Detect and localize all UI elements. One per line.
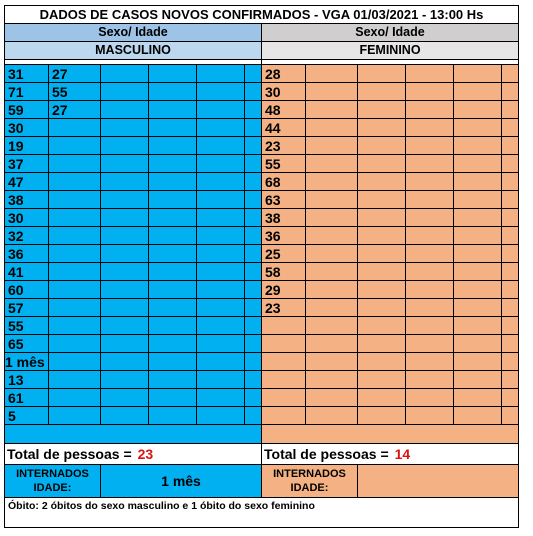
masculino-age-cell <box>197 191 245 209</box>
masculino-age-cell <box>149 407 197 425</box>
feminino-total-value: 14 <box>394 446 411 462</box>
feminino-age-cell: 25 <box>262 245 306 263</box>
masculino-age-cell: 41 <box>5 263 49 281</box>
masculino-age-cell <box>245 335 261 353</box>
masculino-sex-age-header: Sexo/ Idade <box>5 24 261 41</box>
feminino-age-cell <box>454 155 502 173</box>
masculino-age-cell <box>245 83 261 101</box>
masculino-age-cell <box>101 119 149 137</box>
masculino-age-cell <box>101 155 149 173</box>
masculino-age-cell <box>197 353 245 371</box>
feminino-age-cell <box>358 371 406 389</box>
masculino-age-cell <box>101 407 149 425</box>
feminino-internados-value <box>358 465 518 497</box>
masculino-age-cell <box>197 227 245 245</box>
feminino-age-cell <box>306 137 358 155</box>
feminino-age-cell <box>306 83 358 101</box>
masculino-age-cell <box>49 155 101 173</box>
masculino-age-cell <box>49 407 101 425</box>
masculino-age-cell <box>101 371 149 389</box>
feminino-age-cell <box>406 371 454 389</box>
masculino-age-cell <box>245 155 261 173</box>
masculino-age-cell <box>101 101 149 119</box>
masculino-age-cell <box>245 119 261 137</box>
masculino-age-cell: 30 <box>5 119 49 137</box>
feminino-age-cell <box>306 191 358 209</box>
masculino-age-cell <box>101 227 149 245</box>
masculino-age-cell <box>197 119 245 137</box>
masculino-age-cell <box>149 245 197 263</box>
feminino-age-cell <box>358 317 406 335</box>
masculino-age-cell <box>149 155 197 173</box>
masculino-age-cell <box>245 173 261 191</box>
feminino-age-cell <box>406 299 454 317</box>
feminino-age-cell <box>454 281 502 299</box>
masculino-age-cell <box>49 137 101 155</box>
feminino-age-cell <box>358 137 406 155</box>
feminino-age-cell <box>454 245 502 263</box>
feminino-age-cell <box>306 353 358 371</box>
masculino-age-cell <box>245 353 261 371</box>
feminino-age-cell <box>454 371 502 389</box>
feminino-age-cell <box>454 65 502 83</box>
masculino-age-cell <box>49 227 101 245</box>
feminino-age-cell <box>406 281 454 299</box>
feminino-age-cell <box>502 353 518 371</box>
masculino-age-cell <box>101 83 149 101</box>
masculino-total-value: 23 <box>137 446 154 462</box>
masculino-age-cell <box>149 317 197 335</box>
masculino-age-cell <box>149 83 197 101</box>
internados-row <box>5 465 518 498</box>
feminino-age-cell <box>406 407 454 425</box>
masculino-age-cell <box>245 299 261 317</box>
masculino-age-cell <box>197 389 245 407</box>
feminino-age-cell <box>262 371 306 389</box>
feminino-age-cell <box>306 389 358 407</box>
masculino-age-cell <box>197 299 245 317</box>
masculino-age-cell: 61 <box>5 389 49 407</box>
feminino-age-cell: 23 <box>262 137 306 155</box>
feminino-age-cell <box>502 263 518 281</box>
masculino-ages-grid <box>5 65 261 443</box>
feminino-age-cell: 44 <box>262 119 306 137</box>
masculino-age-cell: 71 <box>5 83 49 101</box>
masculino-age-cell <box>49 209 101 227</box>
header-row <box>5 24 518 42</box>
masculino-age-cell <box>149 335 197 353</box>
masculino-age-cell: 38 <box>5 191 49 209</box>
masculino-age-cell <box>49 317 101 335</box>
feminino-age-cell <box>502 317 518 335</box>
feminino-age-cell <box>502 173 518 191</box>
masculino-age-cell <box>149 137 197 155</box>
masculino-age-cell <box>197 65 245 83</box>
feminino-age-cell <box>454 335 502 353</box>
feminino-age-cell <box>406 173 454 191</box>
masculino-age-cell <box>149 371 197 389</box>
feminino-total-label: Total de pessoas = <box>264 446 389 462</box>
feminino-age-cell: 48 <box>262 101 306 119</box>
masculino-age-cell <box>101 173 149 191</box>
masculino-age-cell <box>149 263 197 281</box>
masculino-age-cell <box>245 389 261 407</box>
feminino-age-cell <box>406 209 454 227</box>
masculino-age-cell <box>149 281 197 299</box>
feminino-age-cell <box>306 173 358 191</box>
feminino-age-cell <box>358 101 406 119</box>
masculino-age-cell <box>245 209 261 227</box>
feminino-age-cell <box>454 191 502 209</box>
feminino-age-cell <box>454 83 502 101</box>
feminino-age-cell <box>454 389 502 407</box>
feminino-header: FEMININO <box>261 42 518 59</box>
feminino-age-cell: 30 <box>262 83 306 101</box>
feminino-age-cell <box>358 119 406 137</box>
masculino-age-cell <box>149 227 197 245</box>
feminino-age-cell <box>454 173 502 191</box>
masculino-age-cell <box>245 65 261 83</box>
masculino-age-cell <box>245 227 261 245</box>
masculino-age-cell: 27 <box>49 101 101 119</box>
masculino-age-cell <box>149 65 197 83</box>
masculino-age-cell <box>197 137 245 155</box>
feminino-age-cell: 55 <box>262 155 306 173</box>
feminino-age-cell: 28 <box>262 65 306 83</box>
feminino-age-cell <box>262 353 306 371</box>
feminino-internados <box>261 465 518 497</box>
masculino-age-cell: 65 <box>5 335 49 353</box>
feminino-ages-grid <box>261 65 518 443</box>
obito-note: Óbito: 2 óbitos do sexo masculino e 1 óbito do sexo feminino <box>8 500 315 512</box>
gender-header-row <box>5 42 518 60</box>
feminino-age-cell <box>306 209 358 227</box>
feminino-age-cell <box>358 281 406 299</box>
feminino-age-cell <box>406 137 454 155</box>
masculino-age-cell <box>101 137 149 155</box>
masculino-age-cell <box>149 173 197 191</box>
masculino-age-cell <box>149 389 197 407</box>
feminino-age-cell <box>406 245 454 263</box>
feminino-sex-age-header: Sexo/ Idade <box>261 24 518 41</box>
cases-table <box>4 5 519 528</box>
feminino-age-cell <box>262 407 306 425</box>
feminino-age-cell <box>306 155 358 173</box>
feminino-age-cell <box>454 353 502 371</box>
table-title: DADOS DE CASOS NOVOS CONFIRMADOS - VGA 01/03/2021 - 13:00 Hs <box>5 6 518 24</box>
masculino-age-cell <box>197 245 245 263</box>
masculino-age-cell <box>101 65 149 83</box>
feminino-age-cell <box>454 209 502 227</box>
feminino-age-cell <box>358 173 406 191</box>
feminino-age-cell <box>306 335 358 353</box>
feminino-age-cell <box>406 155 454 173</box>
masculino-age-cell <box>245 317 261 335</box>
feminino-age-cell <box>358 353 406 371</box>
masculino-age-cell: 55 <box>5 317 49 335</box>
masculino-age-cell <box>245 407 261 425</box>
feminino-age-cell <box>406 119 454 137</box>
masculino-age-cell: 55 <box>49 83 101 101</box>
masculino-age-cell <box>197 209 245 227</box>
feminino-age-cell <box>358 263 406 281</box>
totals-row <box>5 444 518 465</box>
masculino-age-cell <box>245 137 261 155</box>
masculino-age-cell <box>49 119 101 137</box>
masculino-age-cell <box>49 389 101 407</box>
masculino-header: MASCULINO <box>5 42 261 59</box>
masculino-age-cell <box>149 353 197 371</box>
masculino-age-cell: 13 <box>5 371 49 389</box>
masculino-age-cell <box>245 101 261 119</box>
masculino-age-cell <box>101 299 149 317</box>
feminino-age-cell <box>454 101 502 119</box>
masculino-age-cell <box>101 353 149 371</box>
feminino-age-cell <box>306 299 358 317</box>
masculino-age-cell <box>49 245 101 263</box>
feminino-age-cell <box>358 209 406 227</box>
masculino-age-cell <box>49 371 101 389</box>
feminino-age-cell <box>454 119 502 137</box>
masculino-age-cell: 32 <box>5 227 49 245</box>
masculino-internados-label: INTERNADOS IDADE: <box>5 465 101 497</box>
feminino-age-cell <box>306 371 358 389</box>
feminino-age-cell <box>502 83 518 101</box>
masculino-age-cell <box>101 245 149 263</box>
feminino-age-cell <box>502 389 518 407</box>
masculino-age-cell <box>49 281 101 299</box>
masculino-age-cell: 30 <box>5 209 49 227</box>
feminino-age-cell <box>502 101 518 119</box>
feminino-age-cell <box>358 389 406 407</box>
feminino-age-cell <box>454 299 502 317</box>
feminino-age-cell: 38 <box>262 209 306 227</box>
feminino-age-cell <box>454 407 502 425</box>
feminino-age-cell <box>358 335 406 353</box>
feminino-internados-label: INTERNADOS IDADE: <box>262 465 358 497</box>
masculino-internados <box>5 465 261 497</box>
feminino-age-cell <box>358 83 406 101</box>
feminino-age-cell <box>306 407 358 425</box>
masculino-age-cell <box>197 335 245 353</box>
masculino-age-cell <box>49 299 101 317</box>
feminino-age-cell <box>502 299 518 317</box>
masculino-age-cell <box>197 281 245 299</box>
feminino-age-cell <box>406 65 454 83</box>
masculino-age-cell <box>197 173 245 191</box>
masculino-age-cell <box>49 173 101 191</box>
feminino-age-cell <box>262 389 306 407</box>
masculino-age-cell <box>49 353 101 371</box>
feminino-age-cell <box>406 263 454 281</box>
feminino-age-cell <box>406 227 454 245</box>
masculino-age-cell <box>197 317 245 335</box>
masculino-age-cell: 36 <box>5 245 49 263</box>
masculino-age-cell: 59 <box>5 101 49 119</box>
feminino-age-cell <box>262 317 306 335</box>
masculino-age-cell: 60 <box>5 281 49 299</box>
feminino-age-cell <box>502 119 518 137</box>
feminino-age-cell <box>306 281 358 299</box>
feminino-age-cell <box>406 353 454 371</box>
feminino-age-cell <box>306 101 358 119</box>
feminino-age-cell <box>406 83 454 101</box>
masculino-age-cell <box>197 263 245 281</box>
masculino-age-cell <box>101 281 149 299</box>
masculino-age-cell <box>245 371 261 389</box>
masculino-age-cell <box>197 101 245 119</box>
feminino-age-cell <box>502 407 518 425</box>
masculino-age-cell <box>101 389 149 407</box>
feminino-age-cell: 23 <box>262 299 306 317</box>
masculino-age-cell <box>245 263 261 281</box>
feminino-age-cell <box>502 335 518 353</box>
masculino-age-cell: 19 <box>5 137 49 155</box>
masculino-age-cell <box>149 191 197 209</box>
feminino-age-cell <box>358 155 406 173</box>
feminino-age-cell: 36 <box>262 227 306 245</box>
feminino-age-cell <box>306 227 358 245</box>
feminino-age-cell <box>406 317 454 335</box>
feminino-age-cell <box>306 119 358 137</box>
feminino-age-cell <box>454 263 502 281</box>
feminino-age-cell <box>358 245 406 263</box>
feminino-age-cell: 63 <box>262 191 306 209</box>
masculino-total <box>5 444 261 464</box>
masculino-age-cell <box>149 209 197 227</box>
masculino-age-cell <box>101 335 149 353</box>
feminino-age-cell: 68 <box>262 173 306 191</box>
feminino-age-cell: 29 <box>262 281 306 299</box>
masculino-age-cell <box>197 83 245 101</box>
ages-grid <box>5 65 518 444</box>
masculino-age-cell <box>149 119 197 137</box>
feminino-age-cell <box>306 245 358 263</box>
feminino-age-cell <box>406 191 454 209</box>
masculino-age-cell <box>49 263 101 281</box>
masculino-age-cell <box>197 155 245 173</box>
feminino-age-cell <box>454 227 502 245</box>
masculino-age-cell: 37 <box>5 155 49 173</box>
masculino-age-cell <box>101 191 149 209</box>
feminino-age-cell <box>306 317 358 335</box>
masculino-age-cell: 57 <box>5 299 49 317</box>
feminino-age-cell <box>502 227 518 245</box>
feminino-age-cell <box>306 263 358 281</box>
masculino-total-label: Total de pessoas = <box>7 446 132 462</box>
feminino-age-cell <box>358 299 406 317</box>
feminino-age-cell <box>358 407 406 425</box>
masculino-age-cell <box>245 191 261 209</box>
feminino-age-cell <box>454 137 502 155</box>
masculino-age-cell <box>101 209 149 227</box>
masculino-age-cell <box>49 191 101 209</box>
feminino-age-cell <box>502 191 518 209</box>
masculino-age-cell <box>245 245 261 263</box>
feminino-age-cell <box>406 101 454 119</box>
feminino-age-cell <box>358 65 406 83</box>
masculino-age-cell: 1 mês <box>5 353 49 371</box>
feminino-age-cell: 58 <box>262 263 306 281</box>
masculino-age-cell <box>149 101 197 119</box>
masculino-age-cell <box>245 281 261 299</box>
feminino-age-cell <box>502 281 518 299</box>
feminino-age-cell <box>454 317 502 335</box>
feminino-age-cell <box>306 65 358 83</box>
masculino-age-cell: 27 <box>49 65 101 83</box>
masculino-age-cell: 5 <box>5 407 49 425</box>
feminino-age-cell <box>502 155 518 173</box>
feminino-age-cell <box>406 389 454 407</box>
masculino-age-cell <box>101 263 149 281</box>
masculino-internados-value: 1 mês <box>101 465 261 497</box>
feminino-age-cell <box>502 209 518 227</box>
masculino-age-cell: 31 <box>5 65 49 83</box>
masculino-age-cell <box>49 335 101 353</box>
feminino-age-cell <box>502 371 518 389</box>
feminino-age-cell <box>502 137 518 155</box>
feminino-age-cell <box>358 191 406 209</box>
masculino-age-cell <box>101 317 149 335</box>
masculino-age-cell <box>197 371 245 389</box>
masculino-age-cell: 47 <box>5 173 49 191</box>
masculino-age-cell <box>197 407 245 425</box>
feminino-total <box>261 444 518 464</box>
feminino-age-cell <box>502 65 518 83</box>
masculino-age-cell <box>149 299 197 317</box>
feminino-age-cell <box>502 245 518 263</box>
feminino-age-cell <box>406 335 454 353</box>
feminino-age-cell <box>262 335 306 353</box>
feminino-age-cell <box>358 227 406 245</box>
